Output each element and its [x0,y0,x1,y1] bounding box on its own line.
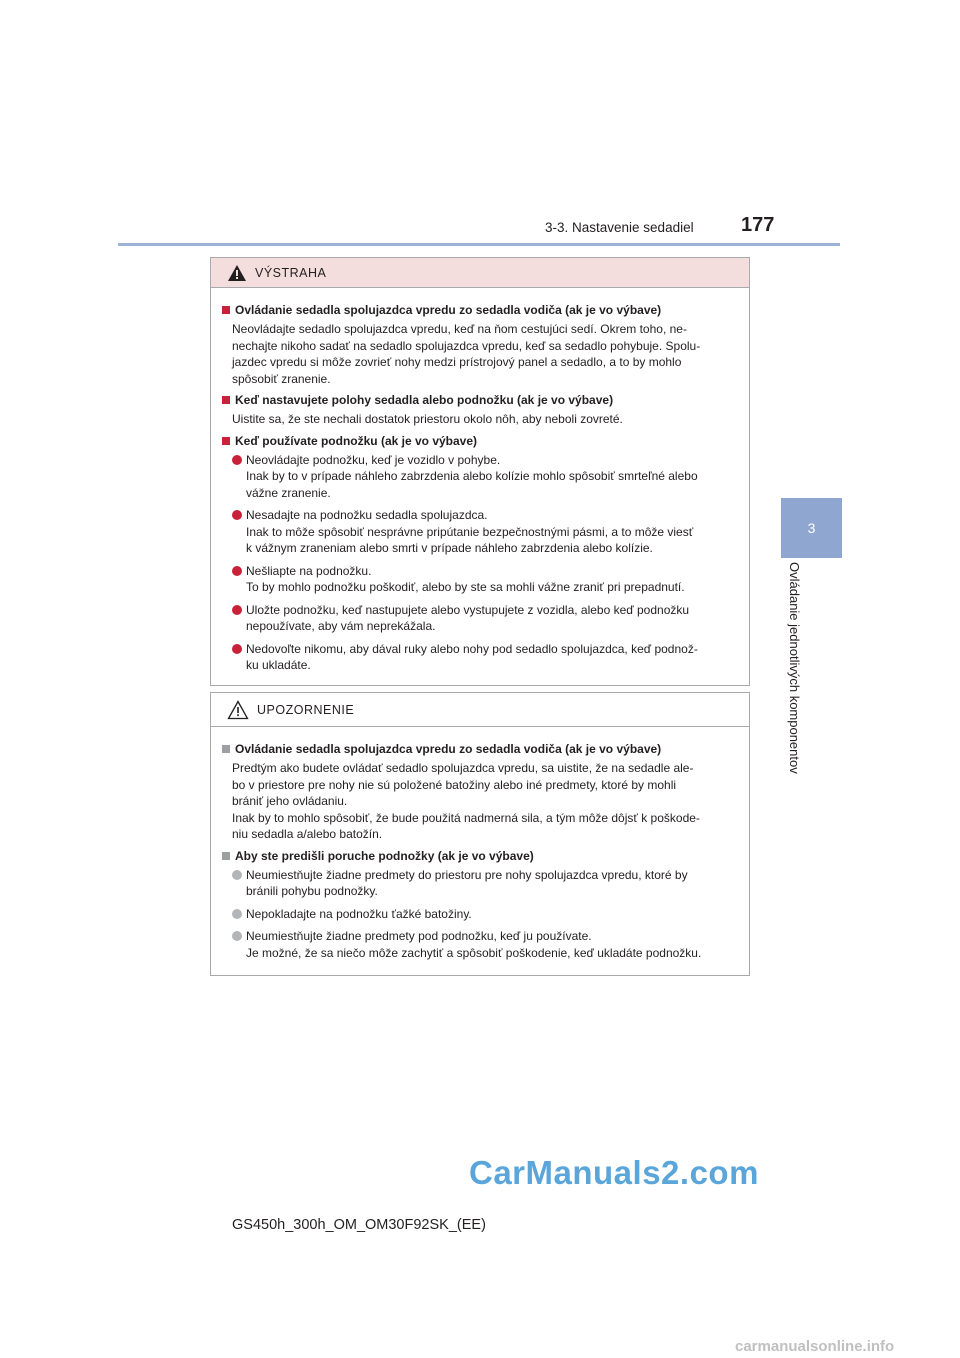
bullet-dot-icon [232,605,242,615]
warning-header [211,258,749,288]
warning-heading: Ovládanie sedadla spolujazdca vpredu zo sedadla vodiča (ak je vo výbave) [222,303,741,317]
header-rule [118,243,840,246]
bullet-dot-icon [232,510,242,520]
caution-triangle-icon [227,700,249,720]
warning-heading: Keď používate podnožku (ak je vo výbave) [222,434,741,448]
list-item: Nepokladajte na podnožku ťažké batožiny. [232,906,741,923]
square-bullet-icon [222,437,230,445]
bullet-dot-icon [232,909,242,919]
chapter-label: Ovládanie jednotlivých komponentov [787,562,802,774]
bullet-dot-icon [232,566,242,576]
bullet-dot-icon [232,870,242,880]
caution-heading: Aby ste predišli poruche podnožky (ak je vo výbave) [222,849,741,863]
footer-code: GS450h_300h_OM_OM30F92SK_(EE) [232,1217,486,1233]
chapter-label-wrap [781,562,842,812]
warning-paragraph: Uistite sa, že ste nechali dostatok priestoru okolo nôh, aby neboli zovreté. [232,412,623,426]
warning-box [210,257,750,686]
list-item: Nešliapte na podnožku. To by mohlo podnožku poškodiť, alebo by ste sa mohli vážne zraniť pri prepadnutí. [232,563,741,596]
caution-box [210,692,750,976]
watermark-logo[interactable]: CarManuals2.com [469,1154,759,1191]
list-item: Uložte podnožku, keď nastupujete alebo vystupujete z vozidla, alebo keď podnožku nepoužívate, aby vám neprekážala. [232,602,741,635]
bullet-dot-icon [232,931,242,941]
caution-heading: Ovládanie sedadla spolujazdca vpredu zo sedadla vodiča (ak je vo výbave) [222,742,741,756]
bullet-dot-icon [232,455,242,465]
square-bullet-icon [222,745,230,753]
warning-heading: Keď nastavujete polohy sedadla alebo podnožku (ak je vo výbave) [222,393,741,407]
square-bullet-icon [222,852,230,860]
warning-paragraph: Neovládajte sedadlo spolujazdca vpredu, keď na ňom cestujúci sedí. Okrem toho, ne- nechajte nikoho sadať na sedadlo spolujazdca vpredu, keď sa sedadlo pohybuje. Spolu- jazdec vpredu si môže zovrieť nohy medzi prístrojový panel a sedadlo, a to by mohlo spôsobiť zranenie. [232,322,701,386]
list-item: Neumiestňujte žiadne predmety pod podnožku, keď ju používate. Je možné, že sa niečo môže zachytiť a spôsobiť poškodenie, keď ukladáte podnožku. [232,928,741,961]
list-item: Neumiestňujte žiadne predmety do priestoru pre nohy spolujazdca vpredu, ktoré by bránili pohybu podnožky. [232,867,741,900]
warning-title: VÝSTRAHA [255,265,327,280]
warning-triangle-icon [227,264,247,282]
section-title: 3-3. Nastavenie sedadiel [545,220,694,235]
page-number: 177 [741,214,775,236]
bullet-dot-icon [232,644,242,654]
list-item: Neovládajte podnožku, keď je vozidlo v pohybe. Inak by to v prípade náhleho zabrzdenia alebo kolízie mohlo spôsobiť smrteľné alebo vážne zranenie. [232,452,741,502]
list-item: Nedovoľte nikomu, aby dával ruky alebo nohy pod sedadlo spolujazdca, keď podnož- ku ukladáte. [232,641,741,674]
chapter-tab-number: 3 [807,520,816,536]
caution-title: UPOZORNENIE [257,702,355,717]
square-bullet-icon [222,306,230,314]
caution-header [211,693,749,727]
caution-paragraph: Predtým ako budete ovládať sedadlo spolujazdca vpredu, sa uistite, že na sedadle ale- bo v priestore pre nohy nie sú položené batožiny alebo iné predmety, ktoré by mohli brániť jeho ovládaniu. Inak by to mohlo spôsobiť, že bude použitá nadmerná sila, a tým môže dôjsť k poškode- niu sedadla a/alebo batožín. [232,761,700,841]
square-bullet-icon [222,396,230,404]
watermark-text[interactable]: carmanualsonline.info [735,1338,895,1355]
list-item: Nesadajte na podnožku sedadla spolujazdca. Inak to môže spôsobiť nesprávne pripútanie bezpečnostnými pásmi, a to môže viesť k vážnym zraneniam alebo smrti v prípade náhleho zabrzdenia alebo kolízie. [232,507,741,557]
